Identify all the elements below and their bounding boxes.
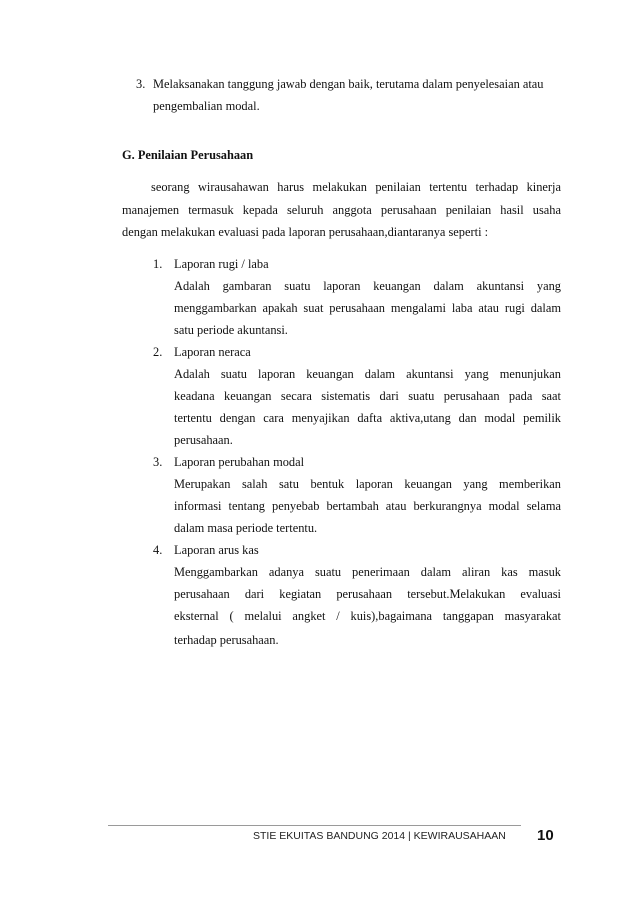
list-number: 2.: [153, 345, 163, 359]
list-item-line: keadana keuangan secara sistematis dari suatu perusahaan pada saat: [174, 389, 561, 403]
list-item-title: Laporan rugi / laba: [174, 257, 269, 271]
list-item-line: informasi tentang penyebab bertambah atau berkurangnya modal selama: [174, 499, 561, 513]
text-line: Melaksanakan tanggung jawab dengan baik, terutama dalam penyelesaian atau: [153, 77, 544, 91]
list-item-line: terhadap perusahaan.: [174, 633, 279, 647]
list-item-line: dalam masa periode tertentu.: [174, 521, 318, 535]
list-item-title: Laporan arus kas: [174, 543, 259, 557]
list-number: 3.: [153, 455, 163, 469]
list-number: 1.: [153, 257, 163, 271]
footer-divider: [108, 825, 521, 826]
paragraph-line: manajemen termasuk kepada seluruh anggota perusahaan penilaian hasil usaha: [122, 203, 561, 217]
text-line: pengembalian modal.: [153, 99, 260, 113]
list-item-title: Laporan neraca: [174, 345, 251, 359]
list-item-line: Merupakan salah satu bentuk laporan keuangan yang memberikan: [174, 477, 561, 491]
paragraph-line: dengan melakukan evaluasi pada laporan perusahaan,diantaranya seperti :: [122, 225, 489, 239]
list-item-line: Adalah suatu laporan keuangan dalam akuntansi yang menunjukan: [174, 367, 561, 381]
footer-text: STIE EKUITAS BANDUNG 2014 | KEWIRAUSAHAAN: [253, 830, 506, 842]
list-item-line: perusahaan.: [174, 433, 233, 447]
list-item-line: perusahaan dari kegiatan perusahaan tersebut.Melakukan evaluasi: [174, 587, 561, 601]
list-item-line: Menggambarkan adanya suatu penerimaan dalam aliran kas masuk: [174, 565, 561, 579]
list-item-line: satu periode akuntansi.: [174, 323, 288, 337]
list-number: 4.: [153, 543, 163, 557]
list-item-line: tertentu dengan cara menyajikan dafta aktiva,utang dan modal pemilik: [174, 411, 561, 425]
paragraph-line: seorang wirausahawan harus melakukan penilaian tertentu terhadap kinerja: [151, 180, 561, 194]
list-number: 3.: [136, 77, 146, 91]
section-heading: G. Penilaian Perusahaan: [122, 148, 254, 162]
list-item-title: Laporan perubahan modal: [174, 455, 305, 469]
page-number: 10: [537, 827, 554, 844]
list-item-line: menggambarkan apakah suat perusahaan mengalami laba atau rugi dalam: [174, 301, 561, 315]
list-item-line: Adalah gambaran suatu laporan keuangan dalam akuntansi yang: [174, 279, 561, 293]
list-item-line: eksternal ( melalui angket / kuis),bagaimana tanggapan masyarakat: [174, 609, 561, 623]
